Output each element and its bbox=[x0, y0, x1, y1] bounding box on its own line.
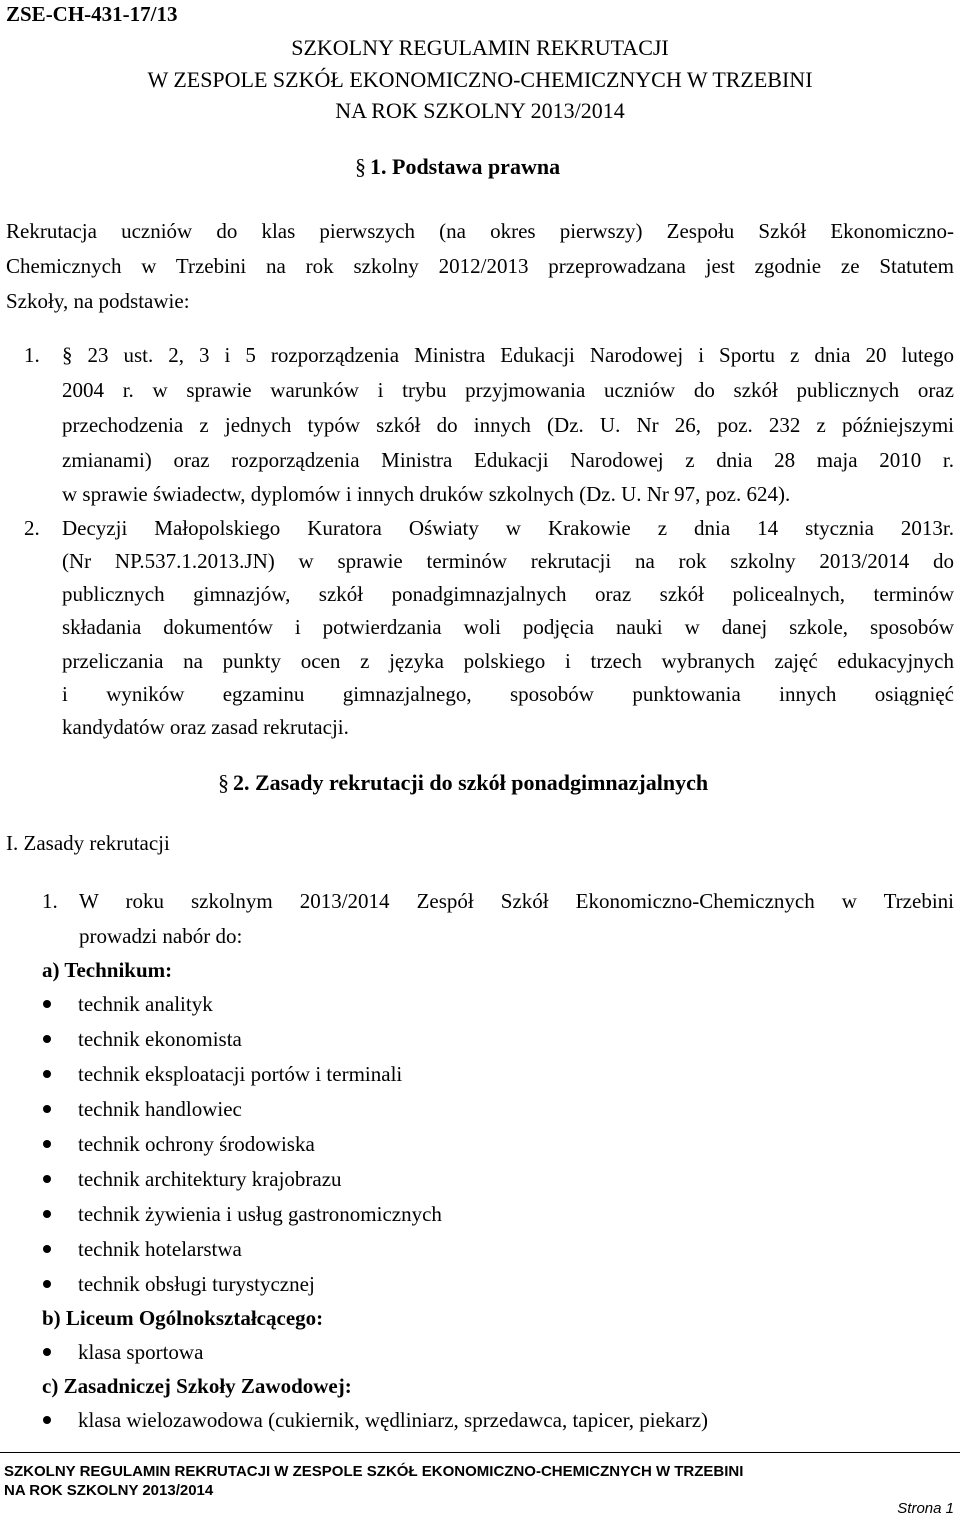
section-1-heading bbox=[355, 154, 560, 180]
item-2-line-7: kandydatów oraz zasad rekrutacji. bbox=[62, 715, 349, 739]
intro-line-1: Rekrutacja uczniów do klas pierwszych (na okres pierwszy) Zespołu Szkół Ekonomiczno- bbox=[6, 219, 954, 243]
page-number: Strona 1 bbox=[897, 1500, 954, 1517]
item-1-line-3: przechodzenia z jednych typów szkół do innych (Dz. U. Nr 26, poz. 232 z późniejszymi bbox=[62, 413, 954, 437]
section-2-item-1-number: 1. bbox=[42, 889, 58, 913]
list-item: technik analityk bbox=[78, 987, 213, 1022]
title-line-2: W ZESPOLE SZKÓŁ EKONOMICZNO-CHEMICZNYCH W TRZEBINI bbox=[147, 67, 813, 92]
footer-line-2: NA ROK SZKOLNY 2013/2014 bbox=[4, 1482, 214, 1499]
list-item: technik ekonomista bbox=[78, 1022, 242, 1057]
section-2-item-1-line-2: prowadzi nabór do: bbox=[79, 924, 243, 948]
intro-line-3: Szkoły, na podstawie: bbox=[6, 289, 190, 313]
list-item: technik obsługi turystycznej bbox=[78, 1267, 315, 1302]
section-2-heading-text: 2. Zasady rekrutacji do szkół ponadgimnazjalnych bbox=[233, 770, 709, 795]
item-2-line-6: i wyników egzaminu gimnazjalnego, sposobów punktowania innych osiągnięć bbox=[62, 682, 954, 706]
item-1-number: 1. bbox=[24, 343, 40, 367]
side-label: I. Zasady rekrutacji bbox=[6, 831, 170, 855]
item-1-line-2: 2004 r. w sprawie warunków i trybu przyjmowania uczniów do szkół publicznych oraz bbox=[62, 378, 954, 402]
footer-line-1: SZKOLNY REGULAMIN REKRUTACJI W ZESPOLE SZKÓŁ EKONOMICZNO-CHEMICZNYCH W TRZEBINI bbox=[4, 1463, 744, 1480]
group-b-label: b) Liceum Ogólnokształcącego: bbox=[42, 1306, 324, 1330]
section-2-item-1-line-1: W roku szkolnym 2013/2014 Zespół Szkół Ekonomiczno-Chemicznych w Trzebini bbox=[79, 889, 954, 913]
list-item: klasa wielozawodowa (cukiernik, wędliniarz, sprzedawca, tapicer, piekarz) bbox=[78, 1403, 708, 1438]
list-item: technik ochrony środowiska bbox=[78, 1127, 315, 1162]
item-2-line-3: publicznych gimnazjów, szkół ponadgimnazjalnych oraz szkół policealnych, terminów bbox=[62, 582, 954, 606]
group-c-label: c) Zasadniczej Szkoły Zawodowej: bbox=[42, 1374, 352, 1398]
list-item: klasa sportowa bbox=[78, 1335, 203, 1370]
title-line-3: NA ROK SZKOLNY 2013/2014 bbox=[335, 98, 625, 123]
title-line-1: SZKOLNY REGULAMIN REKRUTACJI bbox=[291, 35, 669, 60]
list-item: technik hotelarstwa bbox=[78, 1232, 242, 1267]
item-2-line-4: składania dokumentów i potwierdzania woli podjęcia nauki w danej szkole, sposobów bbox=[62, 615, 954, 639]
section-sign-icon: § bbox=[218, 770, 229, 795]
section-1-heading-text: 1. Podstawa prawna bbox=[370, 154, 561, 179]
document-id: ZSE-CH-431-17/13 bbox=[6, 2, 178, 26]
item-2-line-1: Decyzji Małopolskiego Kuratora Oświaty w Krakowie z dnia 14 stycznia 2013r. bbox=[62, 516, 954, 540]
list-item: technik eksploatacji portów i terminali bbox=[78, 1057, 402, 1092]
section-sign-icon: § bbox=[355, 154, 366, 179]
list-item: technik handlowiec bbox=[78, 1092, 242, 1127]
item-1-line-5: w sprawie świadectw, dyplomów i innych druków szkolnych (Dz. U. Nr 97, poz. 624). bbox=[62, 482, 791, 506]
intro-line-2: Chemicznych w Trzebini na rok szkolny 2012/2013 przeprowadzana jest zgodnie ze Statutem bbox=[6, 254, 954, 278]
item-1-line-1: § 23 ust. 2, 3 i 5 rozporządzenia Ministra Edukacji Narodowej i Sportu z dnia 20 lutego bbox=[62, 343, 954, 367]
item-1-line-4: zmianami) oraz rozporządzenia Ministra Edukacji Narodowej z dnia 28 maja 2010 r. bbox=[62, 448, 954, 472]
item-2-line-5: przeliczania na punkty ocen z języka polskiego i trzech wybranych zajęć edukacyjnych bbox=[62, 649, 954, 673]
footer-divider bbox=[0, 1452, 960, 1453]
list-item: technik żywienia i usług gastronomicznych bbox=[78, 1197, 442, 1232]
group-a-label: a) Technikum: bbox=[42, 958, 173, 982]
list-item: technik architektury krajobrazu bbox=[78, 1162, 342, 1197]
item-2-line-2: (Nr NP.537.1.2013.JN) w sprawie terminów rekrutacji na rok szkolny 2013/2014 do bbox=[62, 549, 954, 573]
section-2-heading bbox=[218, 770, 708, 796]
item-2-number: 2. bbox=[24, 516, 40, 540]
